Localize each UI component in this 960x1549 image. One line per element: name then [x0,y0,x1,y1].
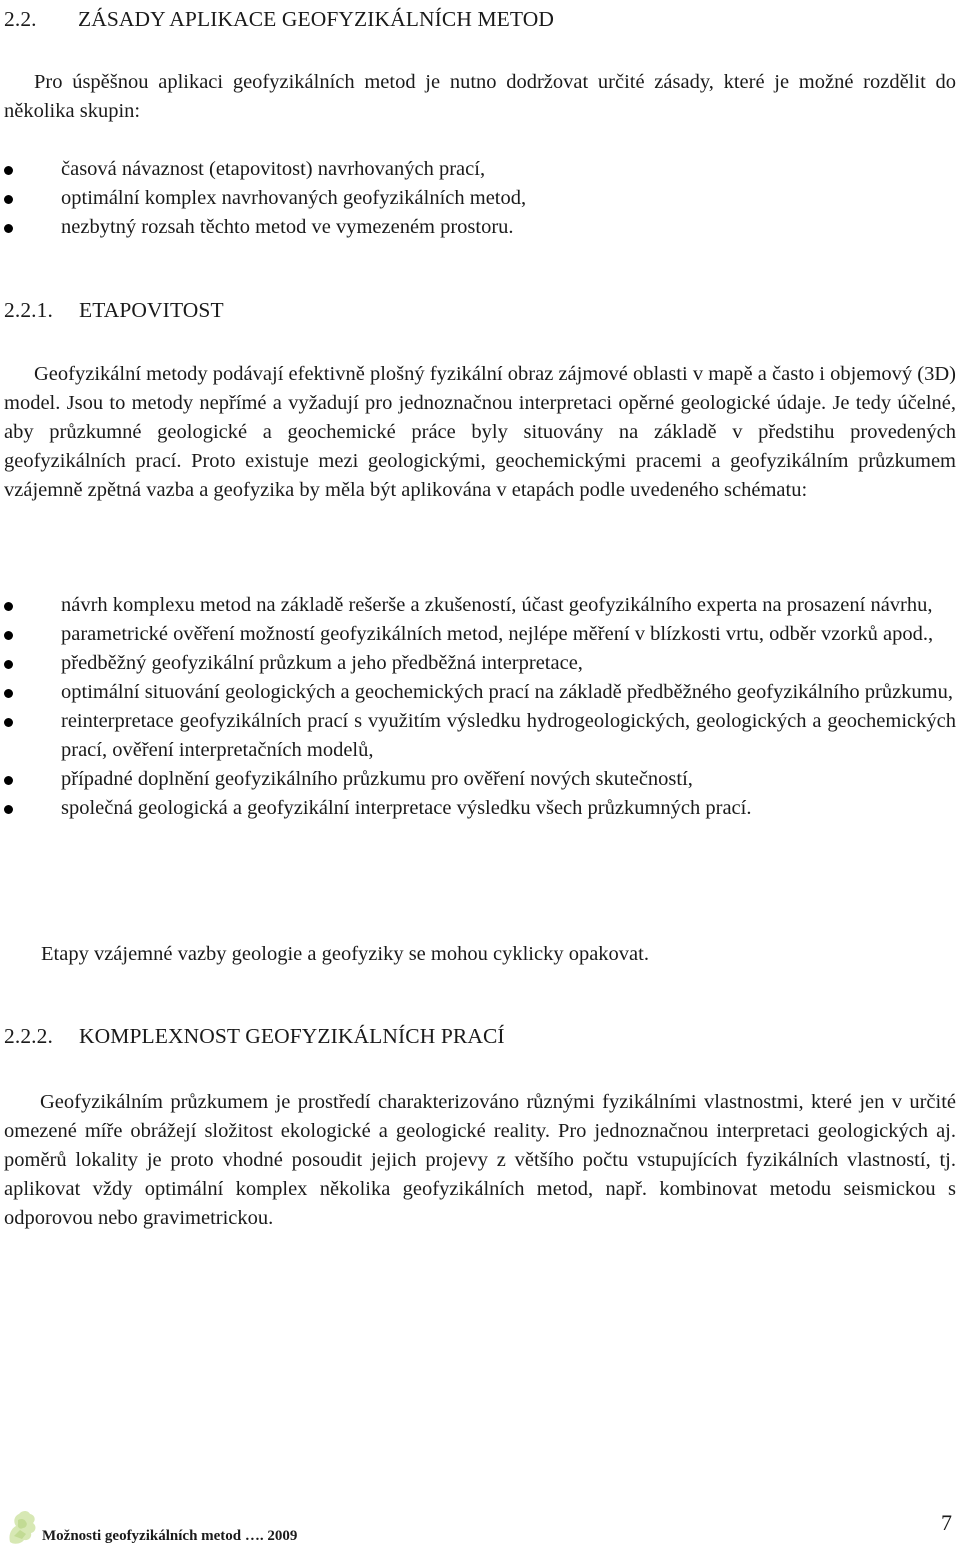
section-number: 2.2. [4,7,37,31]
page-number: 7 [941,1510,952,1535]
list-item: nezbytný rozsah těchto metod ve vymezeném prostoru. [0,213,960,242]
subsection-heading [4,298,224,322]
subsection-title: KOMPLEXNOST GEOFYZIKÁLNÍCH PRACÍ [79,1024,505,1048]
section-heading [4,7,554,31]
list-item: společná geologická a geofyzikální interpretace výsledku všech průzkumných prací. [0,794,960,823]
footer-text: Možnosti geofyzikálních metod …. 2009 [42,1528,298,1544]
list-item: parametrické ověření možností geofyzikálních metod, nejlépe měření v blízkosti vrtu, odběr vzorků apod., [0,620,960,649]
subsection-number: 2.2.1. [4,298,53,322]
principles-list [0,155,960,242]
bullet-icon [4,805,13,814]
bullet-icon [4,166,13,175]
bullet-icon [4,718,13,727]
list-item: případné doplnění geofyzikálního průzkumu pro ověření nových skutečností, [0,765,960,794]
bullet-icon [4,602,13,611]
section-intro-text: Pro úspěšnou aplikaci geofyzikálních metod je nutno dodržovat určité zásady, které je možné rozdělit do několika skupin: [4,71,956,122]
bullet-icon [4,631,13,640]
bullet-icon [4,195,13,204]
subsection-heading [4,1024,505,1048]
stages-list [0,591,960,823]
subsection-number: 2.2.2. [4,1024,53,1048]
subsection-closing: Etapy vzájemné vazby geologie a geofyziky se mohou cyklicky opakovat. [41,943,649,965]
bullet-icon [4,660,13,669]
subsection-paragraph-text: Geofyzikální metody podávají efektivně plošný fyzikální obraz zájmové oblasti v mapě a často i objemový (3D) model. Jsou to metody nepřímé a vyžadují pro jednoznačnou interpretaci opěrné geologické údaje. Je tedy účelné, aby průzkumné geologické a geochemické práce byly situovány na základě v předstihu provedených geofyzikálních prací. Proto existuje mezi geologickými, geochemickými pracemi a geofyzikálním průzkumem vzájemně zpětná vazba a geofyzika by měla být aplikována v etapách podle uvedeného schématu: [4,363,956,501]
list-item: optimální komplex navrhovaných geofyzikálních metod, [0,184,960,213]
subsection-paragraph-text: Geofyzikálním průzkumem je prostředí charakterizováno různými fyzikálními vlastnostmi, které jen v určité omezené míře obrážejí složitost ekologické a geologické reality. Pro jednoznačnou interpretaci geologických aj. poměrů lokality je proto vhodné posoudit jejich projevy z většího počtu vstupujících fyzikálních vlastností, tj. aplikovat vždy optimální komplex několika geofyzikálních metod, např. kombinovat metodu seismickou s odporovou nebo gravimetrickou. [4,1091,956,1229]
subsection-title: ETAPOVITOST [79,298,224,322]
section-title: ZÁSADY APLIKACE GEOFYZIKÁLNÍCH METOD [78,7,554,31]
subsection-paragraph [4,360,956,505]
list-item: návrh komplexu metod na základě rešerše a zkušeností, účast geofyzikálního experta na prosazení návrhu, [0,591,960,620]
subsection-paragraph [4,1088,956,1233]
lion-logo-icon [4,1506,40,1546]
bullet-icon [4,776,13,785]
list-item: časová návaznost (etapovitost) navrhovaných prací, [0,155,960,184]
section-intro [4,68,956,126]
list-item: předběžný geofyzikální průzkum a jeho předběžná interpretace, [0,649,960,678]
list-item: optimální situování geologických a geochemických prací na základě předběžného geofyzikálního průzkumu, [0,678,960,707]
list-item: reinterpretace geofyzikálních prací s využitím výsledku hydrogeologických, geologických a geochemických prací, ověření interpretačních modelů, [0,707,960,765]
bullet-icon [4,224,13,233]
bullet-icon [4,689,13,698]
